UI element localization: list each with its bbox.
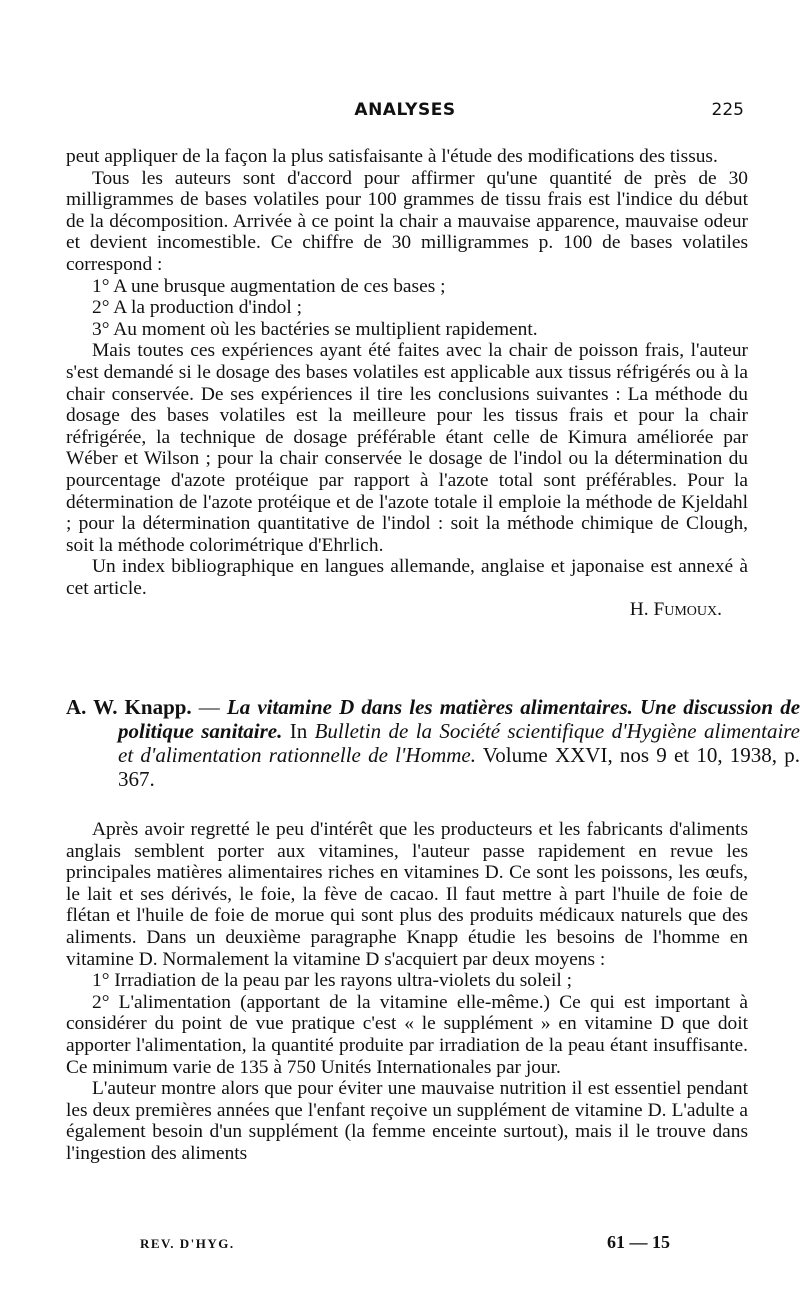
in-label: In [282,719,315,743]
page-header [66,100,744,126]
paragraph: peut appliquer de la façon la plus satisfaisante à l'étude des modifications des tissus. [66,146,718,167]
paragraph: L'auteur montre alors que pour éviter une mauvaise nutrition il est essentiel pendant les deux premières années que l'enfant reçoive un supplément de vitamine D. L'adulte a également besoin d'un supplément (la femme enceinte surtout), mais il le trouve dans l'ingestion des aliments [66,1078,748,1164]
heading-dash: — [191,695,227,719]
page-footer [140,1232,670,1256]
list-item: 1° Irradiation de la peau par les rayons ultra-violets du soleil ; [92,970,572,992]
list-item: 2° L'alimentation (apportant de la vitamine elle-même.) Ce qui est important à considérer du point de vue pratique c'est « le supplément » en vitamine D que doit apporter l'alimentation, la quantité produite par irradiation de la peau étant insuffisante. Ce minimum varie de 135 à 750 Unités Internationales par jour. [66,991,748,1078]
signature-line [66,599,748,621]
page-number: 225 [711,100,744,120]
review-body [66,819,748,1165]
signature-mark: 61 — 15 [607,1232,670,1252]
review-author: A. W. Knapp. [66,695,192,719]
paragraph: Tous les auteurs sont d'accord pour affirmer qu'une quantité de près de 30 milligrammes de bases volatiles pour 100 grammes de tissu frais est l'indice du début de la décomposition. Arrivée à ce point la chair a mauvaise apparence, mauvaise odeur et devient incomestible. Ce chiffre de 30 milligrammes p. 100 de bases volatiles correspond : [66,167,748,275]
paragraph: Mais toutes ces expériences ayant été faites avec la chair de poisson frais, l'auteur s'est demandé si le dosage des bases volatiles est applicable aux tissus réfrigérés ou à la chair conservée. De ses expériences il tire les conclusions suivantes : La méthode du dosage des bases volatiles est la meilleure pour les tissus frais et pour la chair réfrigérée, la technique de dosage préférable étant celle de Kimura améliorée par Wéber et Wilson ; pour la chair conservée le dosage de l'indol ou la détermination du pourcentage d'azote protéique par rapport à l'azote total sont préférables. Pour la détermination de l'azote protéique et de l'azote totale il emploie la méthode de Kjeldahl ; pour la détermination quantitative de l'indol : soit la méthode chimique de Clough, soit la méthode colorimétrique d'Ehrlich. [66,340,748,556]
list-item: 3° Au moment où les bactéries se multiplient rapidement. [92,318,538,340]
running-head: ANALYSES [354,100,456,120]
review-title: La vitamine D dans les matières alimentaires. Une discussion de politique sanitaire. [118,695,800,743]
volume-info: Volume XXVI, nos 9 et 10, 1938, p. 367. [118,743,800,791]
journal-name: Bulletin de la Société scientifique d'Hygiène alimentaire et d'alimentation rationnelle de l'Homme. [118,719,800,767]
review-heading [66,695,800,791]
review-continuation [66,146,748,621]
paragraph: Après avoir regretté le peu d'intérêt que les producteurs et les fabricants d'aliments anglais semblent porter aux vitamines, l'auteur passe rapidement en revue les principales matières alimentaires riches en vitamines D. Ce sont les poissons, les œufs, le lait et ses dérivés, le foie, la fève de cacao. Il faut mettre à part l'huile de foie de flétan et l'huile de foie de morue qui sont plus des produits médicaux naturels que des aliments. Dans un deuxième paragraphe Knapp étudie les besoins de l'homme en vitamine D. Normalement la vitamine D s'acquiert par deux moyens : [66,819,748,970]
journal-abbreviation: REV. D'HYG. [140,1236,235,1251]
list-item: 2° A la production d'indol ; [92,297,302,319]
closing-paragraph: Un index bibliographique en langues allemande, anglaise et japonaise est annexé à cet article. [66,556,748,599]
reviewer-signature: H. Fumoux. [629,599,722,621]
list-item: 1° A une brusque augmentation de ces bases ; [92,275,446,297]
